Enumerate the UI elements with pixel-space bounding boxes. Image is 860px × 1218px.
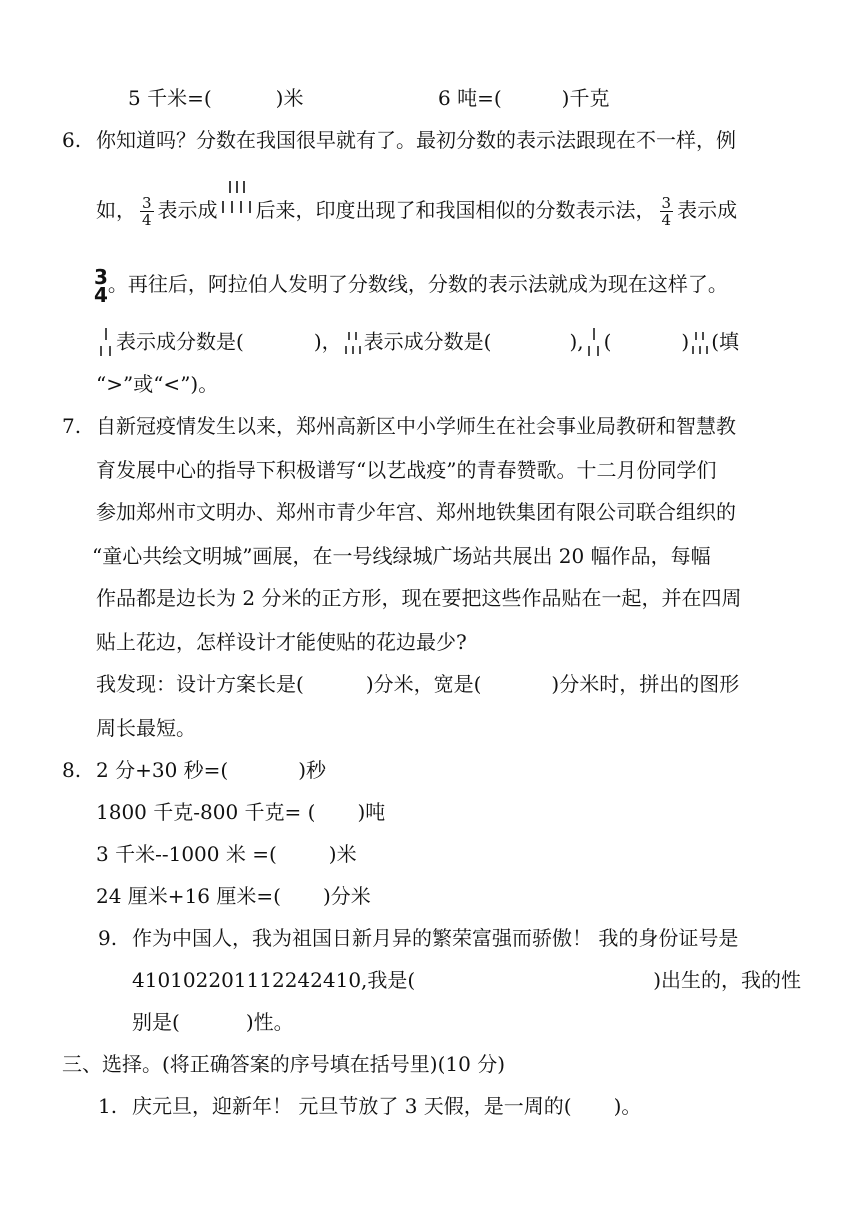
indian-fraction-glyph: 3 4 [94,264,108,307]
q8-line-3: 3 千米--1000 米 =( )米 [96,842,357,866]
q9-line-2: 410102201112242410,我是( )出生的，我的性 [132,968,802,992]
rod-fraction-glyph-b [342,326,364,360]
q8-line-4: 24 厘米+16 厘米=( )分米 [96,884,371,908]
q7-line-1: 自新冠疫情发生以来，郑州高新区中小学师生在社会事业局教研和智慧教 [96,414,736,438]
q8-line-1: 2 分+30 秒=( )秒 [96,758,327,782]
counting-rod-fraction-glyph [218,179,256,219]
rod-fraction-glyph-a [96,326,116,360]
q9-line-3: 别是( )性。 [132,1010,294,1034]
fraction-three-quarters: $\frac{3}{4}$ [142,194,152,229]
conversion-ton-to-kg: 6 吨=( )千克 [438,86,610,110]
q6-line-1: 你知道吗？分数在我国很早就有了。最初分数的表示法跟现在不一样，例 [96,128,736,152]
q6-line-3: 3 4 。再往后，阿拉伯人发明了分数线，分数的表示法就成为现在这样了。 [94,264,728,307]
q7-line-8: 周长最短。 [96,716,196,740]
q7-line-5: 作品都是边长为 2 分米的正方形，现在要把这些作品贴在一起，并在四周 [96,586,742,610]
fraction-three-quarters: $\frac{3}{4}$ [661,194,672,229]
question-number-8: 8. [62,758,82,782]
q7-line-2: 育发展中心的指导下积极谱写“以艺战疫”的青春赞歌。十二月份同学们 [96,458,717,482]
q7-line-7: 我发现：设计方案长是( )分米，宽是( )分米时，拼出的图形 [96,672,740,696]
q7-line-3: 参加郑州市文明办、郑州市青少年宫、郑州地铁集团有限公司联合组织的 [96,500,736,524]
q7-line-6: 贴上花边，怎样设计才能使贴的花边最少? [96,630,467,654]
question-number-9: 9. [98,926,118,950]
section-3-title: 三、选择。(将正确答案的序号填在括号里)(10 分) [62,1052,506,1076]
q8-line-2: 1800 千克-800 千克= ( )吨 [96,800,386,824]
s3-question-number-1: 1. [98,1094,118,1118]
rod-fraction-glyph-b [689,326,711,360]
q9-line-1: 作为中国人，我为祖国日新月异的繁荣富强而骄傲！ 我的身份证号是 [132,926,739,950]
s3-question-1: 庆元旦，迎新年！ 元旦节放了 3 天假，是一周的( )。 [132,1094,642,1118]
rod-fraction-glyph-a [584,326,604,360]
q7-line-4: “童心共绘文明城”画展，在一号线绿城广场站共展出 20 幅作品，每幅 [92,544,711,568]
question-number-7: 7. [62,414,82,438]
q6-line-4: 表示成分数是( )， 表示成分数是( ), ( ) (填 [96,326,739,360]
conversion-km-to-m: 5 千米=( )米 [128,86,304,110]
q6-line-5: “>”或“<”)。 [96,372,219,396]
question-number-6: 6. [62,128,82,152]
q6-line-2: 如， $\frac{3}{4}$ 表示成 后来，印度出现了和我国相似的分数表示法， $\frac{3}{4}$ 表示成 [96,190,737,230]
